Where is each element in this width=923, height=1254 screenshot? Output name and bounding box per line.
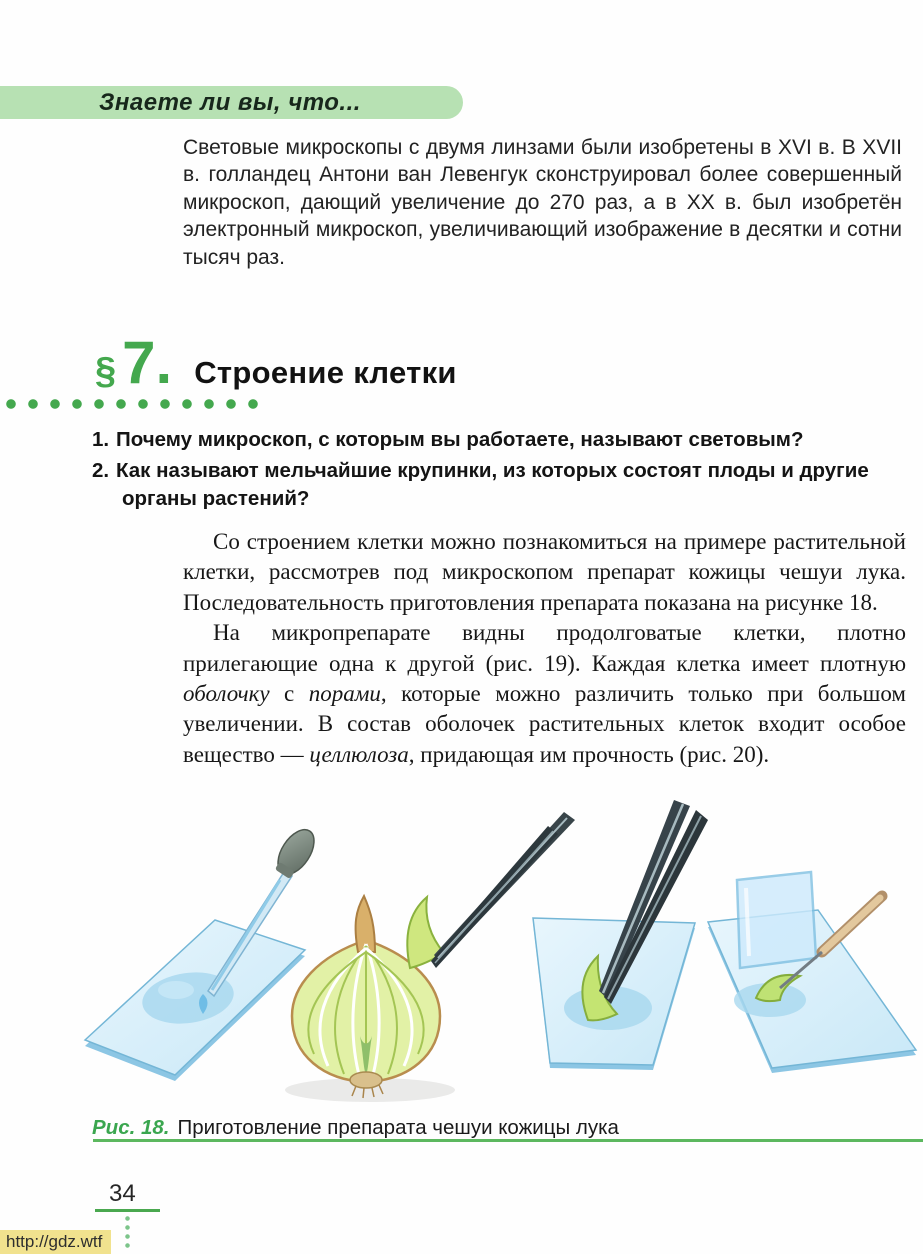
figure-caption: [92, 1116, 892, 1140]
intro-paragraph: Световые микроскопы с двумя линзами были изобретены в XVI в. В XVII в. голландец Антони ван Левенгук сконструировал более совершенный микроскоп, дающий увеличение до 270 раз, а в XX в. был изобретён электронный микроскоп, увеличивающий изображение в десятки и сотни тысяч раз.: [183, 136, 902, 269]
watermark-label: http://gdz.wtf: [0, 1230, 111, 1254]
pipette-rubber-bulb: [271, 823, 322, 880]
water-highlight: [158, 981, 194, 999]
body-run: , придающая им прочность (рис. 20).: [408, 741, 770, 767]
bottom-green-rule: [93, 1139, 923, 1142]
body-paragraph: Со строением клетки можно познакомиться на примере растительной клетки, рассмотрев под микроскопом препарат кожицы чешуи лука. Последовательность приготовления препарата показана на рисунке 18.: [183, 529, 906, 615]
page-number: 34: [109, 1180, 136, 1207]
section-number: 7.: [122, 329, 173, 396]
term-italic: целлюлоза: [309, 741, 409, 767]
body-text: [183, 527, 906, 770]
questions-block: [92, 426, 912, 516]
dotted-divider: [6, 399, 264, 409]
figure-18-illustration: [70, 800, 923, 1112]
section-header: [95, 329, 457, 396]
specimen-preparation-drawing: [70, 800, 923, 1112]
paragraph-mark: §: [95, 350, 117, 392]
know-banner-label: Знаете ли вы, что...: [99, 88, 361, 116]
question-text: Как называют мельчайшие крупинки, из которых состоят плоды и другие органы растений?: [116, 458, 869, 510]
step1-slide-with-pipette: [85, 823, 321, 1081]
body-paragraph: [183, 618, 906, 770]
body-run: На микропрепарате видны продолговатые клетки, плотно прилегающие одна к другой (рис. 19). Каждая клетка имеет плотную: [183, 620, 906, 676]
question-item: [92, 426, 912, 455]
section-title: Строение клетки: [194, 355, 457, 390]
step2-onion-with-tweezers: [285, 812, 575, 1102]
figure-caption-text: Приготовление препарата чешуи кожицы лука: [177, 1116, 619, 1139]
body-run: с: [269, 681, 309, 707]
body-run: , которые можно различить только при большом увеличении. В состав оболочек растительных клеток входит особое вещество —: [183, 681, 906, 767]
onion-top-tip: [356, 896, 375, 952]
know-banner: [0, 86, 463, 119]
page-number-dotted-line: [125, 1216, 130, 1250]
term-italic: порами: [308, 681, 381, 707]
step3-tweezers-on-slide: [533, 800, 708, 1070]
question-number: 2.: [92, 458, 110, 482]
figure-caption-label: Рис. 18.: [92, 1116, 170, 1139]
onion-basal-plate: [350, 1072, 382, 1088]
page-number-underline: [95, 1209, 160, 1212]
term-italic: оболочку: [183, 681, 270, 707]
question-text: Почему микроскоп, с которым вы работаете, называют световым?: [116, 428, 804, 451]
step4-cover-slip-and-needle: [708, 872, 916, 1073]
question-number: 1.: [92, 428, 110, 451]
question-item: [92, 457, 912, 514]
